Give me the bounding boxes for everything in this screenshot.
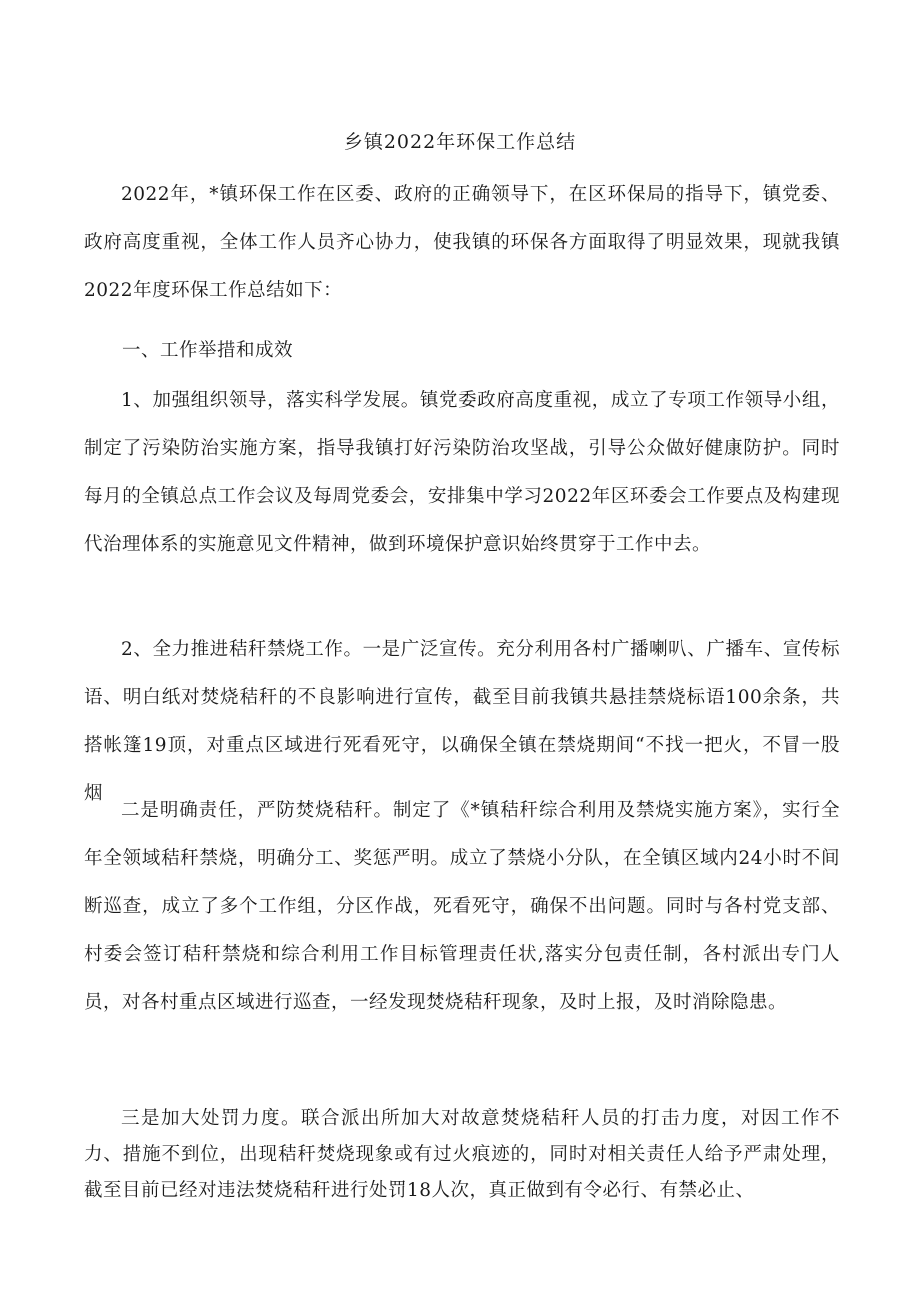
item-1-paragraph: 1、加强组织领导，落实科学发展。镇党委政府高度重视，成立了专项工作领导小组，制定了污染防治实施方案，指导我镇打好污染防治攻坚战，引导公众做好健康防护。同时每月的全镇总点工作会议及每周党委会，安排集中学习2022年区环委会工作要点及构建现代治理体系的实施意见文件精神，做到环境保护意识始终贯穿于工作中去。 — [84, 390, 840, 555]
item-2-responsibility-paragraph: 二是明确责任，严防焚烧秸秆。制定了《*镇秸秆综合利用及禁烧实施方案》，实行全年全领域秸秆禁烧，明确分工、奖惩严明。成立了禁烧小分队，在全镇区域内24小时不间断巡查，成立了多个工作组，分区作战，死看死守，确保不出问题。同时与各村党支部、村委会签订秸秆禁烧和综合利用工作目标管理责任状,落实分包责任制，各村派出专门人员，对各村重点区域进行巡查，一经发现焚烧秸秆现象，及时上报，及时消除隐患。 — [84, 800, 840, 1013]
document-title: 乡镇2022年环保工作总结 — [343, 131, 577, 153]
intro-paragraph: 2022年，*镇环保工作在区委、政府的正确领导下，在区环保局的指导下，镇党委、政府高度重视，全体工作人员齐心协力，使我镇的环保各方面取得了明显效果，现就我镇2022年度环保工作总结如下： — [84, 184, 840, 301]
section-heading: 一、工作举措和成效 — [122, 340, 294, 361]
item-2-paragraph: 2、全力推进秸秆禁烧工作。一是广泛宣传。充分利用各村广播喇叭、广播车、宣传标语、明白纸对焚烧秸秆的不良影响进行宣传，截至目前我镇共悬挂禁烧标语100余条，共搭帐篷19顶，对重点区域进行死看死守，以确保全镇在禁烧期间“不找一把火，不冒一股烟 — [84, 639, 840, 804]
item-2-penalty-paragraph: 三是加大处罚力度。联合派出所加大对故意焚烧秸秆人员的打击力度，对因工作不力、措施不到位，出现秸秆焚烧现象或有过火痕迹的，同时对相关责任人给予严肃处理，截至目前已经对违法焚烧秸秆进行处罚18人次，真正做到有令必行、有禁必止、 — [84, 1108, 840, 1201]
